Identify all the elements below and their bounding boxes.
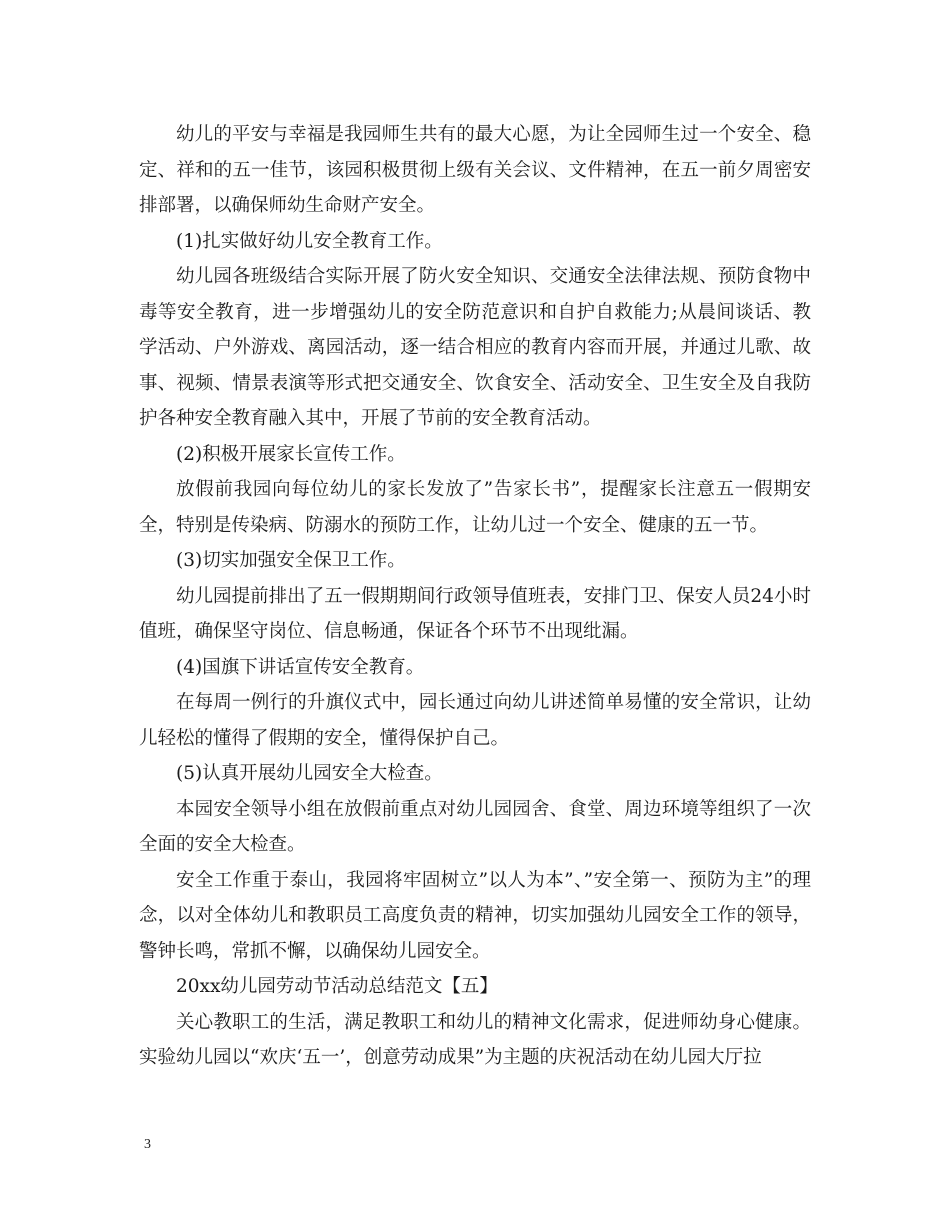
paragraph-item-2: 放假前我园向每位幼儿的家长发放了”告家长书”，提醒家长注意五一假期安全，特别是传染病、防溺水的预防工作，让幼儿过一个安全、健康的五一节。	[139, 479, 811, 536]
page-number: 3	[144, 1137, 151, 1152]
heading-item-2: (2)积极开展家长宣传工作。	[176, 443, 406, 465]
document-body	[139, 117, 811, 1076]
section-title: 20xx幼儿园劳动节活动总结范文【五】	[176, 976, 498, 997]
heading-item-1: (1)扎实做好幼儿安全教育工作。	[176, 230, 443, 252]
paragraph-item-5: 本园安全领导小组在放假前重点对幼儿园园舍、食堂、周边环境等组织了一次全面的安全大检查。	[139, 798, 811, 855]
paragraph-item-1: 幼儿园各班级结合实际开展了防火安全知识、交通安全法律法规、预防食物中毒等安全教育，进一步增强幼儿的安全防范意识和自护自救能力;从晨间谈话、教学活动、户外游戏、离园活动，逐一结合相应的教育内容而开展，并通过儿歌、故事、视频、情景表演等形式把交通安全、饮食安全、活动安全、卫生安全及自我防护各种安全教育融入其中，开展了节前的安全教育活动。	[139, 266, 811, 429]
heading-item-4: (4)国旗下讲话宣传安全教育。	[176, 656, 425, 678]
paragraph-item-3: 幼儿园提前排出了五一假期期间行政领导值班表，安排门卫、保安人员24小时值班，确保坚守岗位、信息畅通，保证各个环节不出现纰漏。	[139, 585, 811, 642]
paragraph-conclusion: 安全工作重于泰山，我园将牢固树立”以人为本”、”安全第一、预防为主”的理念，以对全体幼儿和教职员工高度负责的精神，切实加强幼儿园安全工作的领导，警钟长鸣，常抓不懈，以确保幼儿园安全。	[139, 869, 811, 962]
paragraph-section-five: 关心教职工的生活，满足教职工和幼儿的精神文化需求，促进师幼身心健康。实验幼儿园以“欢庆‘五一’，创意劳动成果”为主题的庆祝活动在幼儿园大厅拉	[139, 1011, 811, 1068]
paragraph-intro: 幼儿的平安与幸福是我园师生共有的最大心愿，为让全园师生过一个安全、稳定、祥和的五一佳节，该园积极贯彻上级有关会议、文件精神，在五一前夕周密安排部署，以确保师幼生命财产安全。	[139, 124, 811, 216]
heading-item-3: (3)切实加强安全保卫工作。	[176, 550, 406, 571]
paragraph-item-4: 在每周一例行的升旗仪式中，园长通过向幼儿讲述简单易懂的安全常识，让幼儿轻松的懂得了假期的安全，懂得保护自己。	[139, 692, 811, 749]
heading-item-5: (5)认真开展幼儿园安全大检查。	[176, 763, 443, 784]
